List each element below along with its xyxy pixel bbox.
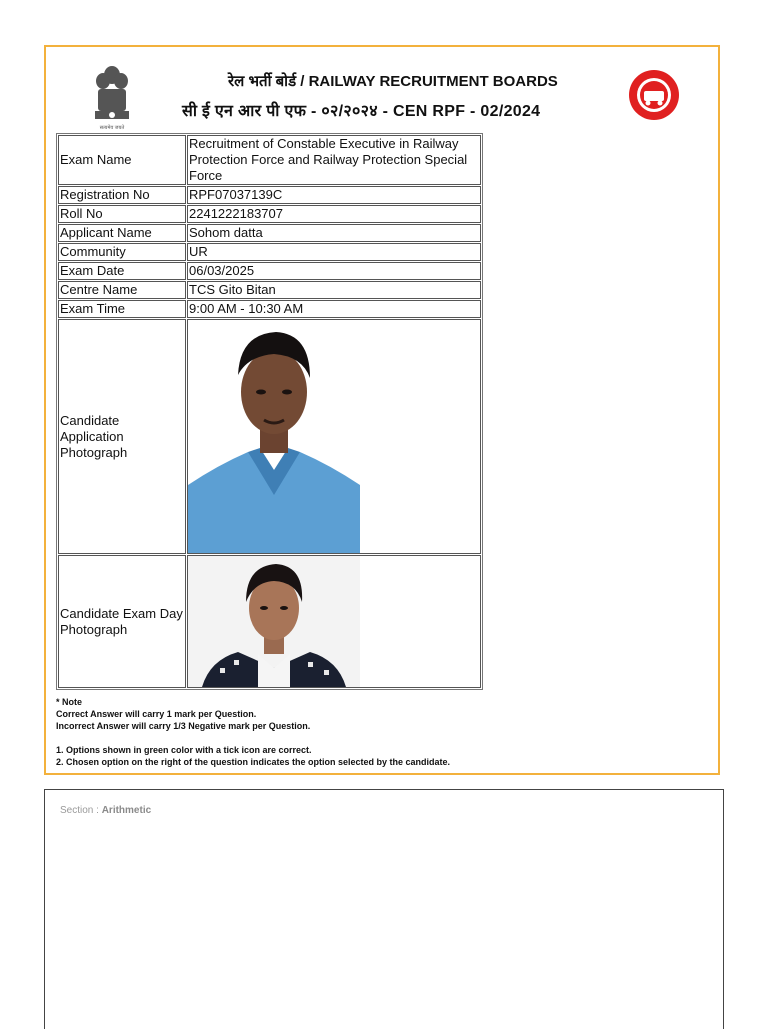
row-label: Community	[58, 243, 186, 261]
row-label: Roll No	[58, 205, 186, 223]
note-heading: * Note	[56, 697, 83, 707]
national-emblem-icon	[90, 61, 134, 131]
row-value: 06/03/2025	[187, 262, 481, 280]
indian-railways-logo-icon	[628, 69, 680, 121]
admit-card	[44, 45, 720, 775]
note-line: Incorrect Answer will carry 1/3 Negative mark per Question.	[56, 721, 311, 731]
row-label: Registration No	[58, 186, 186, 204]
row-label: Candidate Exam Day Photograph	[58, 555, 186, 688]
section-name: Arithmetic	[101, 805, 152, 816]
table-row	[58, 281, 481, 299]
row-value: UR	[187, 243, 481, 261]
row-value: 2241222183707	[187, 205, 481, 223]
table-row	[58, 135, 481, 185]
row-label: Exam Date	[58, 262, 186, 280]
row-value: 9:00 AM - 10:30 AM	[187, 300, 481, 318]
header-title-line2: सी ई एन आर पी एफ - ०२/२०२४ - CEN RPF - 02/2024	[182, 103, 541, 120]
note-line: 1. Options shown in green color with a tick icon are correct.	[56, 745, 312, 755]
row-value: TCS Gito Bitan	[187, 281, 481, 299]
row-value: Recruitment of Constable Executive in Railway Protection Force and Railway Protection Special Force	[187, 135, 481, 185]
exam-day-photo-cell	[187, 555, 481, 688]
table-row	[58, 300, 481, 318]
exam-day-photo	[188, 556, 360, 687]
table-row	[58, 205, 481, 223]
row-label: Applicant Name	[58, 224, 186, 242]
section-prefix: Section :	[60, 805, 102, 816]
section-panel	[44, 789, 724, 1029]
section-label	[60, 805, 151, 816]
table-row	[58, 186, 481, 204]
candidate-info-table	[56, 133, 483, 690]
note-line: Correct Answer will carry 1 mark per Question.	[56, 709, 257, 719]
emblem-motto: सत्यमेव जयते	[99, 125, 125, 131]
table-row	[58, 262, 481, 280]
row-label: Exam Time	[58, 300, 186, 318]
notes	[56, 696, 450, 768]
table-row	[58, 243, 481, 261]
table-row	[58, 319, 481, 554]
header-title-line1: रेल भर्ती बोर्ड / RAILWAY RECRUITMENT BOARDS	[228, 73, 558, 90]
row-label: Exam Name	[58, 135, 186, 185]
application-photo-cell	[187, 319, 481, 554]
row-label: Centre Name	[58, 281, 186, 299]
application-photo	[188, 320, 360, 553]
table-row	[58, 224, 481, 242]
row-value: RPF07037139C	[187, 186, 481, 204]
row-label: Candidate Application Photograph	[58, 319, 186, 554]
note-line: 2. Chosen option on the right of the question indicates the option selected by the candidate.	[56, 757, 451, 767]
row-value: Sohom datta	[187, 224, 481, 242]
header	[46, 47, 718, 131]
table-row	[58, 555, 481, 688]
